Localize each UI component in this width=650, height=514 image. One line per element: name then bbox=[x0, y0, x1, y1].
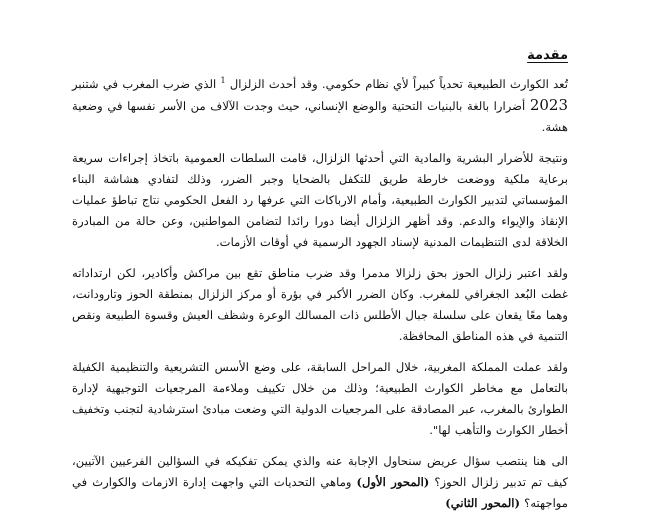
paragraph-1-part-c: أضرارا بالغة بالبنيات التحتية والوضع الإنساني، حيث وجدت الآلاف من الأسر نفسها في وضعية هشة. bbox=[72, 99, 568, 134]
footnote-reference[interactable]: 1 bbox=[220, 76, 226, 86]
paragraph-1-part-a: تُعد الكوارث الطبيعية تحدياً كبيراً لأي نظام حكومي. وقد أحدث الزلزال bbox=[225, 77, 568, 91]
section-heading: مقدمة bbox=[527, 48, 568, 63]
axis-one-label: (المحور الأول) bbox=[356, 475, 430, 489]
paragraph-1 bbox=[72, 74, 568, 138]
paragraph-4: ولقد عملت المملكة المغربية، خلال المراحل السابقة، على وضع الأسس التشريعية والتنظيمية الكفيلة بالتعامل مع مخاطر الكوارث الطبيعية؛ وذلك من خلال تكييف وملاءمة المرجعيات التوجيهية لإدارة الطوارئ بالمغرب، عبر المصادقة على المرجعيات الدولية التي وضعت مبادئ استرشادية لتجنب وتخفيف أخطار الكوارث والتأهب لها". bbox=[72, 360, 568, 437]
axis-two-label: (المحور الثاني) bbox=[445, 496, 520, 510]
paragraph-5 bbox=[72, 451, 568, 514]
paragraph-5-part-b: وماهي التحديات التي واجهت إدارة الازمات والكوارث في مواجهته؟ bbox=[72, 475, 568, 510]
paragraph-3: ولقد اعتبر زلزال الحوز بحق زلزالا مدمرا وقد ضرب مناطق تقع بين مراكش وأكادير، لكن ارتداداته غطت البُعد الجغرافي للمغرب. وكان الضرر الأكبر في بؤرة أو مركز الزلزال بمنطقة الحوز وتارودانت، وهما معًا يقعان على سلسلة جبال الأطلس ذات المسالك الوعرة وشظف العيش وقسوة الطبيعة ونقص التنمية في هذه المناطق المحافظة. bbox=[72, 266, 568, 343]
paragraph-1-part-b: الذي ضرب المغرب في شتنبر bbox=[72, 77, 221, 91]
paragraph-5-part-a: الى هنا ينتصب سؤال عريض سنحاول الإجابة عنه والذي يمكن تفكيكه في السؤالين الفرعيين الآتيين، كيف تم تدبير زلزال الحوز؟ bbox=[72, 454, 568, 489]
paragraph-2: ونتيجة للأضرار البشرية والمادية التي أحدثها الزلزال، قامت السلطات العمومية باتخاذ إجراءات سريعة برعاية ملكية ووضعت خارطة طريق للتكفل بالضحايا وجبر الضرر، وذلك لتفادي هشاشة البناء المؤسساتي لتدبير الكوارث الطبيعية، وأمام الارباكات التي عرفها رد الفعل الحكومي نتاج تباطؤ عمليات الإنقاذ والإيواء والدعم. وقد أظهر الزلزال أيضا دورا رائدا لتضامن المواطنين، وعن حالة من المبادرة الخلاقة لدى التنظيمات المدنية لإسناد الجهود الرسمية في أوقات الأزمات. bbox=[72, 151, 568, 249]
year-figure: 2023 bbox=[529, 96, 568, 114]
